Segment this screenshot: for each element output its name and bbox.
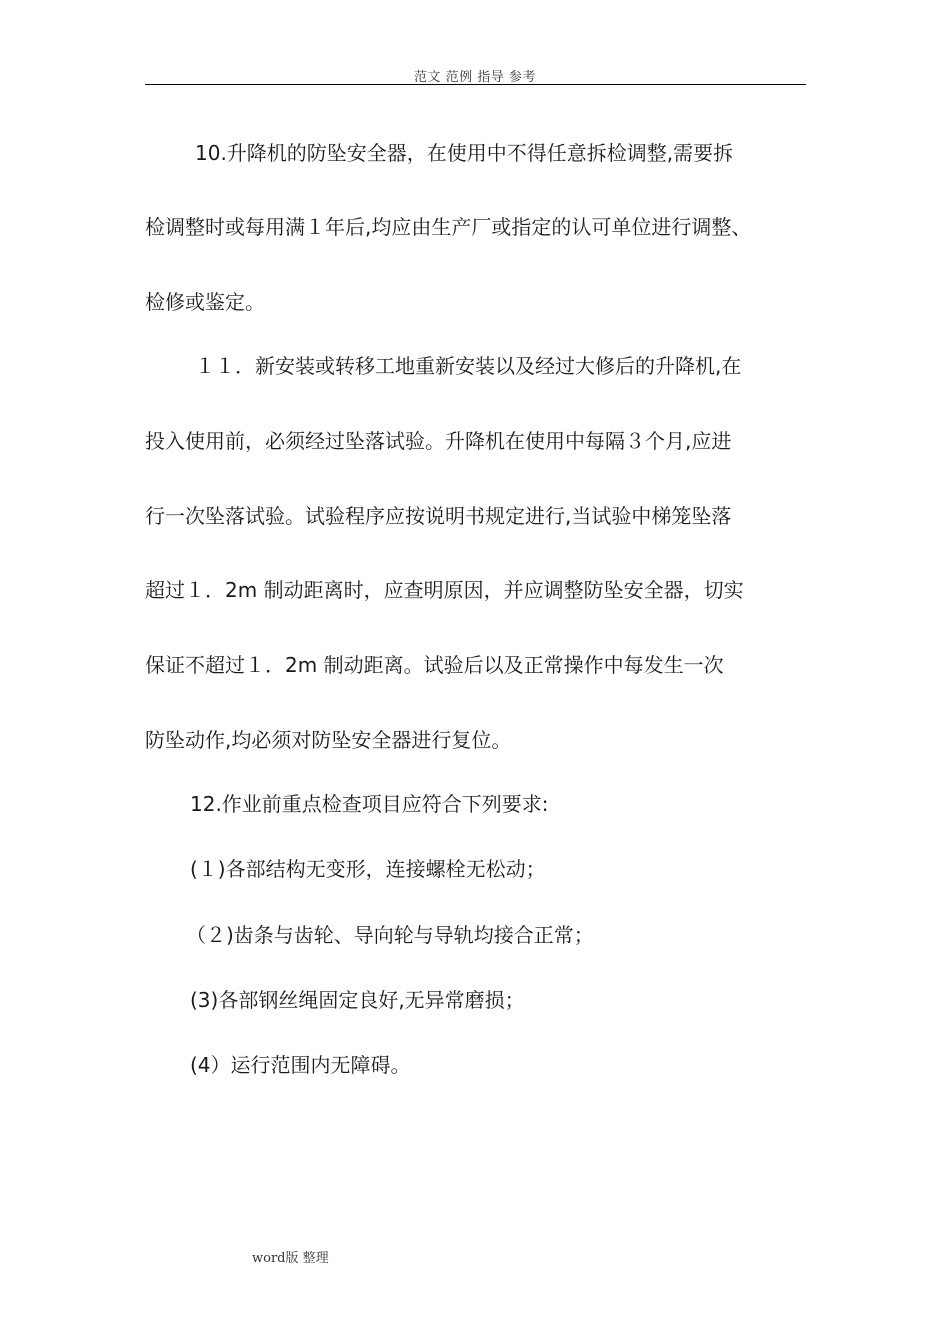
paragraph-10-line-3: 检修或鉴定。 xyxy=(145,290,265,314)
paragraph-11-line-5: 保证不超过１．2m 制动距离。试验后以及正常操作中每发生一次 xyxy=(145,653,724,677)
paragraph-10-line-2: 检调整时或每用满１年后,均应由生产厂或指定的认可单位进行调整、 xyxy=(145,215,752,239)
list-item-4: (4）运行范围内无障碍。 xyxy=(190,1053,411,1077)
header-text: 范文 范例 指导 参考 xyxy=(414,70,536,85)
paragraph-11-line-2: 投入使用前，必须经过坠落试验。升降机在使用中每隔３个月,应进 xyxy=(145,429,732,453)
page-footer: word版 整理 xyxy=(252,1251,329,1266)
list-item-3: (3)各部钢丝绳固定良好,无异常磨损； xyxy=(190,988,525,1012)
paragraph-10-line-1: 10.升降机的防坠安全器，在使用中不得任意拆检调整,需要拆 xyxy=(195,141,734,165)
paragraph-11-line-4: 超过１．2m 制动距离时，应查明原因，并应调整防坠安全器，切实 xyxy=(145,578,744,602)
paragraph-12-heading: 12.作业前重点检查项目应符合下列要求: xyxy=(190,792,549,816)
paragraph-11-line-6: 防坠动作,均必须对防坠安全器进行复位。 xyxy=(145,728,512,752)
paragraph-11-line-3: 行一次坠落试验。试验程序应按说明书规定进行,当试验中梯笼坠落 xyxy=(145,504,732,528)
header-divider xyxy=(145,84,806,85)
list-item-2: （２)齿条与齿轮、导向轮与导轨均接合正常； xyxy=(186,923,594,947)
paragraph-11-line-1: １１．新安装或转移工地重新安装以及经过大修后的升降机,在 xyxy=(195,354,742,378)
list-item-1: (１)各部结构无变形，连接螺栓无松动； xyxy=(190,857,546,881)
